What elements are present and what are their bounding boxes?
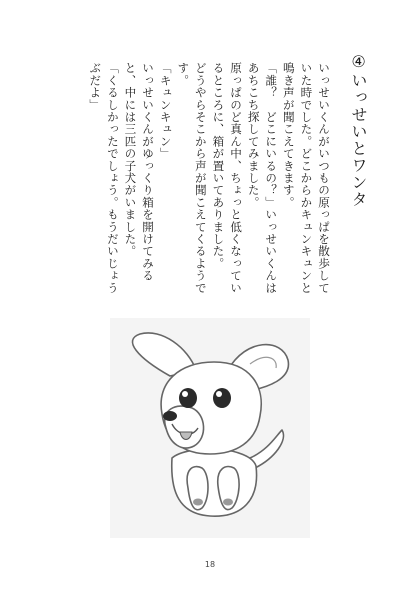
body-shape [172, 449, 257, 516]
paragraph: 「キュンキュン」 [158, 62, 173, 160]
puppy-illustration [110, 318, 310, 538]
paragraph: 「誰？ どこにいるの？」いっせいくんはあちこち探してみました。 [246, 62, 279, 294]
left-paw-pad [193, 499, 203, 506]
nose [163, 411, 177, 421]
left-eye-highlight [182, 391, 188, 397]
paragraph: どうやらそこから声が聞こえてくるようです。 [176, 62, 208, 294]
right-eye [213, 388, 231, 408]
paragraph: いっせいくんがいつもの原っぱを散歩していた時でした。どこからかキュンキュンと鳴き声が聞こえてきます。 [281, 62, 331, 294]
page-number: 18 [204, 560, 216, 569]
paragraph: いっせいくんがゆっくり箱を開けてみると、中には三匹の子犬がいました。 [123, 62, 156, 282]
right-paw-pad [223, 499, 233, 506]
left-eye [179, 388, 197, 408]
paragraph: 原っぱのど真ん中、ちょっと低くなっているところに、箱が置いてありました。 [211, 62, 244, 294]
chapter-title: ④いっせいとワンタ [349, 52, 368, 208]
right-eye-highlight [216, 391, 222, 397]
paragraph: 「くるしかったでしょう。もうだいじょうぶだよ」 [88, 62, 120, 294]
puppy-drawing [110, 318, 310, 538]
story-text [72, 62, 332, 296]
